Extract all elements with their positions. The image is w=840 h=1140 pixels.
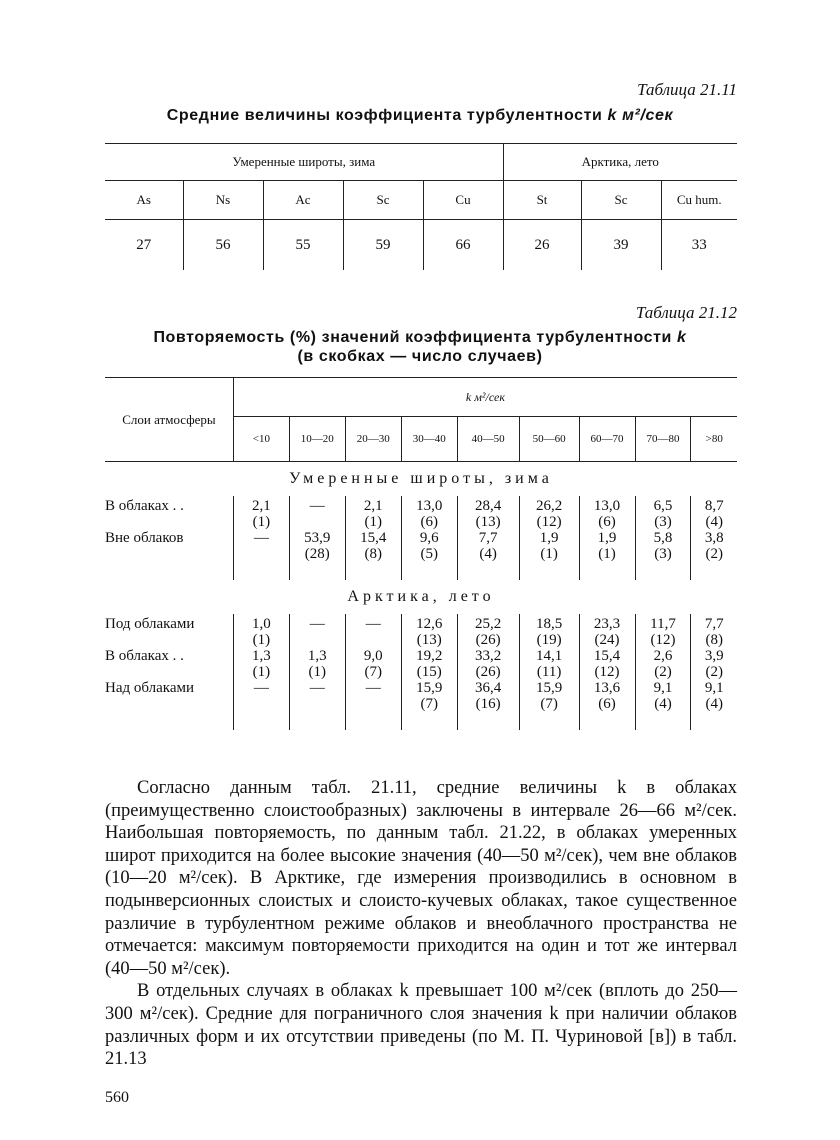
cell-value: 1,3 xyxy=(307,648,327,664)
cell-value: 3,8 xyxy=(704,530,724,546)
page-number: 560 xyxy=(105,1089,129,1106)
section-row xyxy=(105,580,737,614)
cell-count: (6) xyxy=(598,514,616,530)
interval-header: 60—70 xyxy=(579,417,635,462)
cell-value: — xyxy=(309,498,325,514)
table-cell: 59 xyxy=(343,220,423,271)
table-cell xyxy=(345,614,401,730)
table-cell: 27 xyxy=(136,236,152,253)
table-cell: 66 xyxy=(423,220,503,271)
cell-value: — xyxy=(365,616,381,632)
column-header: Sc xyxy=(343,181,423,220)
cell-value: — xyxy=(253,530,269,546)
column-header: Cu xyxy=(423,181,503,220)
cell-count: (1) xyxy=(540,546,558,562)
table-row xyxy=(105,496,737,580)
cell-count: (1) xyxy=(252,514,271,530)
row-spacer xyxy=(105,664,229,680)
cell-count xyxy=(346,696,401,712)
cell-value: 3,9 xyxy=(704,648,724,664)
cell-value: — xyxy=(253,680,269,696)
row-label: В облаках . . xyxy=(105,648,184,664)
table-cell: 26 xyxy=(503,220,581,271)
table-cell xyxy=(635,614,691,730)
cell-value: 13,6 xyxy=(593,680,621,696)
cell-count: (7) xyxy=(364,664,382,680)
cell-value: 11,7 xyxy=(650,616,676,632)
table-21-12-title-line2: (в скобках — число случаев) xyxy=(297,348,543,365)
cell-value: 2,1 xyxy=(363,498,383,514)
cell-value: — xyxy=(309,680,325,696)
column-header: Ns xyxy=(183,181,263,220)
group-header-arctic-summer: Арктика, лето xyxy=(503,144,737,181)
cell-count: (13) xyxy=(416,632,442,648)
cell-value: 7,7 xyxy=(704,616,724,632)
row-spacer xyxy=(105,546,229,562)
cell-value: 28,4 xyxy=(475,498,502,514)
cell-value: 9,1 xyxy=(704,680,724,696)
cell-value: 6,5 xyxy=(653,498,673,514)
cell-count: (16) xyxy=(475,696,501,712)
cell-value: 12,6 xyxy=(416,616,443,632)
cell-value: 9,6 xyxy=(419,530,439,546)
cell-count: (4) xyxy=(705,696,723,712)
cell-count: (3) xyxy=(654,514,672,530)
table-cell: 55 xyxy=(263,220,343,271)
column-header: As xyxy=(105,181,183,220)
cell-count: (3) xyxy=(654,546,672,562)
table-cell: 39 xyxy=(581,220,661,271)
table-cell xyxy=(289,614,345,730)
cell-count xyxy=(290,632,345,648)
cell-count: (1) xyxy=(252,664,271,680)
table-21-12-title-symbol: k xyxy=(677,329,687,346)
section-title: Умеренные широты, зима xyxy=(289,470,553,487)
row-labels xyxy=(105,614,233,730)
table-cell: 56 xyxy=(183,220,263,271)
body-text xyxy=(105,777,737,1071)
cell-count: (12) xyxy=(594,664,620,680)
interval-header: 10—20 xyxy=(289,417,345,462)
cell-count: (2) xyxy=(705,546,723,562)
cell-value: 15,9 xyxy=(535,680,563,696)
cell-count xyxy=(290,514,345,530)
table-cell xyxy=(233,496,289,580)
table-21-12-title-text: Повторяемость (%) значений коэффициента турбулентности xyxy=(153,329,672,346)
cell-count: (4) xyxy=(654,696,672,712)
paragraph: В отдельных случаях в облаках k превышает 100 м²/сек (вплоть до 250—300 м²/сек). Средние для пограничного слоя значения k при наличии облаков различных форм и их отсутствии приведены (по М. П. Чуриновой [в]) в табл. 21.13 xyxy=(105,981,737,1070)
column-header: Ac xyxy=(263,181,343,220)
cell-count: (2) xyxy=(705,664,723,680)
table-cell xyxy=(233,614,289,730)
table-cell xyxy=(457,496,519,580)
cell-value: 8,7 xyxy=(704,498,724,514)
cell-count xyxy=(290,696,345,712)
cell-count xyxy=(234,696,289,712)
cell-value: 7,7 xyxy=(478,530,498,546)
row-spacer xyxy=(105,632,229,648)
cell-count: (13) xyxy=(475,514,501,530)
cell-value: 15,9 xyxy=(416,680,443,696)
cell-count: (19) xyxy=(536,632,562,648)
k-units-label: k м²/сек xyxy=(465,389,505,404)
table-21-12-caption: Таблица 21.12 xyxy=(635,303,737,322)
interval-header: 70—80 xyxy=(635,417,691,462)
cell-value: 2,6 xyxy=(653,648,673,664)
cell-count: (28) xyxy=(304,546,330,562)
turbulence-mean-table xyxy=(105,143,737,270)
cell-value: 13,0 xyxy=(416,498,443,514)
table-row xyxy=(105,614,737,730)
table-21-11-title xyxy=(0,107,840,125)
row-label: Под облаками xyxy=(105,616,195,632)
cell-count: (2) xyxy=(654,664,672,680)
table-cell xyxy=(401,614,457,730)
cell-count: (15) xyxy=(416,664,442,680)
cell-value: 9,1 xyxy=(653,680,673,696)
cell-count: (26) xyxy=(475,632,501,648)
cell-value: 13,0 xyxy=(593,498,621,514)
table-21-12-title-line1 xyxy=(0,329,840,347)
cell-value: 25,2 xyxy=(475,616,502,632)
column-header: Cu hum. xyxy=(661,181,737,220)
table-cell xyxy=(579,614,635,730)
row-labels xyxy=(105,496,233,580)
section-row xyxy=(105,462,737,497)
table-21-11-caption: Таблица 21.11 xyxy=(637,80,737,99)
cell-value: 23,3 xyxy=(593,616,621,632)
paragraph: Согласно данным табл. 21.11, средние величины k в облаках (преимущественно слоистообразных) заключены в интервале 26—66 м²/сек. Наибольшая повторяемость, по данным табл. 21.22, в облаках умеренных широт приходится на более высокие значения (40—50 м²/сек), чем вне облаков (10—20 м²/сек). В Арктике, где измерения производились в основном в подынверсионных слоистых и слоисто-кучевых облаках, такое существенное различие в турбулентном режиме облаков и внеоблачного пространства не отмечается: максимум повторяемости приходится на один и тот же интервал (40—50 м²/сек). xyxy=(105,778,737,979)
cell-count: (5) xyxy=(420,546,438,562)
cell-value: 1,0 xyxy=(251,616,271,632)
table-cell xyxy=(519,496,579,580)
row-spacer xyxy=(105,696,229,712)
row-label: Над облаками xyxy=(105,680,195,696)
interval-header: 20—30 xyxy=(345,417,401,462)
row-label: В облаках . . xyxy=(105,498,184,514)
cell-value: 14,1 xyxy=(535,648,563,664)
k-units-header xyxy=(233,378,737,417)
cell-value: 26,2 xyxy=(535,498,563,514)
cell-count: (7) xyxy=(540,696,558,712)
cell-count: (1) xyxy=(598,546,616,562)
cloud-type-header-row xyxy=(105,181,737,220)
cell-count: (1) xyxy=(308,664,327,680)
cell-count: (26) xyxy=(475,664,501,680)
table-cell xyxy=(691,614,737,730)
column-header: Sc xyxy=(581,181,661,220)
interval-header: 30—40 xyxy=(401,417,457,462)
cell-value: 33,2 xyxy=(475,648,502,664)
cell-count: (12) xyxy=(536,514,562,530)
cell-count: (24) xyxy=(594,632,620,648)
cell-count: (8) xyxy=(364,546,382,562)
cell-value: 5,8 xyxy=(653,530,673,546)
cell-value: 2,1 xyxy=(251,498,271,514)
row-spacer xyxy=(105,514,229,530)
table-cell xyxy=(345,496,401,580)
layer-column-header: Слои атмосферы xyxy=(105,378,233,462)
cell-value: 18,5 xyxy=(535,616,563,632)
table-cell: 33 xyxy=(661,220,737,271)
table-cell xyxy=(691,496,737,580)
cell-count: (1) xyxy=(364,514,382,530)
frequency-table-body xyxy=(105,462,737,731)
interval-header: 40—50 xyxy=(457,417,519,462)
table-21-11-title-units: k м²/сек xyxy=(607,107,674,124)
row-label: Вне облаков xyxy=(105,530,184,546)
cell-value: 53,9 xyxy=(304,530,331,546)
table-cell xyxy=(457,614,519,730)
interval-header: <10 xyxy=(233,417,289,462)
cell-count: (6) xyxy=(598,696,616,712)
cell-count: (8) xyxy=(705,632,723,648)
cell-value: 9,0 xyxy=(363,648,383,664)
cell-count: (12) xyxy=(650,632,676,648)
interval-header: 50—60 xyxy=(519,417,579,462)
cell-count: (4) xyxy=(479,546,497,562)
section-title: Арктика, лето xyxy=(347,588,495,605)
cell-count: (6) xyxy=(420,514,438,530)
cell-value: 1,3 xyxy=(251,648,271,664)
cell-count: (1) xyxy=(252,632,271,648)
cell-value: — xyxy=(309,616,325,632)
table-cell xyxy=(635,496,691,580)
table-cell xyxy=(401,496,457,580)
cell-value: 15,4 xyxy=(593,648,621,664)
mean-value-row xyxy=(105,220,737,271)
cell-value: 36,4 xyxy=(475,680,502,696)
cell-count: (11) xyxy=(536,664,562,680)
cell-count xyxy=(346,632,401,648)
cell-value: — xyxy=(365,680,381,696)
cell-value: 19,2 xyxy=(416,648,443,664)
turbulence-frequency-table xyxy=(105,377,737,730)
cell-value: 15,4 xyxy=(360,530,387,546)
column-header: St xyxy=(503,181,581,220)
table-cell xyxy=(289,496,345,580)
table-cell xyxy=(579,496,635,580)
interval-header: >80 xyxy=(691,417,737,462)
cell-count: (4) xyxy=(705,514,723,530)
cell-value: 1,9 xyxy=(539,530,559,546)
group-header-temperate-winter: Умеренные широты, зима xyxy=(105,144,503,181)
table-21-11-title-text: Средние величины коэффициента турбулентности xyxy=(166,107,603,124)
cell-count: (7) xyxy=(420,696,438,712)
cell-value: 1,9 xyxy=(597,530,617,546)
cell-count xyxy=(234,546,289,562)
table-cell xyxy=(519,614,579,730)
